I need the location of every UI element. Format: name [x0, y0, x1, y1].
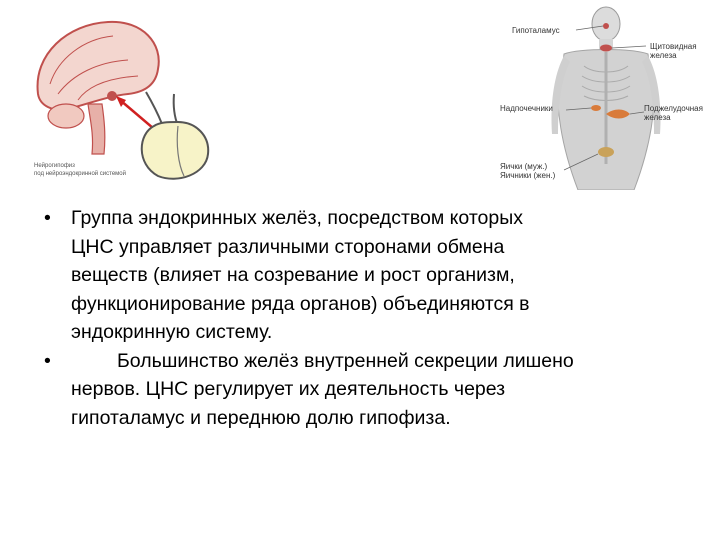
label-pancreas-line2: железа [644, 113, 671, 122]
bullet-list [44, 204, 700, 432]
bullet-2-line-2: нервов. ЦНС регулирует их деятельность через [71, 378, 506, 400]
hypothalamus-gland [603, 23, 609, 29]
label-adrenal: Надпочечники [500, 104, 553, 113]
brain-caption [34, 162, 144, 178]
label-gonads [500, 162, 555, 180]
label-hypothalamus: Гипоталамус [512, 26, 560, 35]
cerebellum [48, 104, 84, 128]
pituitary-stalk [146, 92, 178, 126]
label-ovaries: Яичники (жен.) [500, 171, 556, 180]
bullet-1-line-3: веществ (влияет на созревание и рост организм, [71, 264, 515, 286]
label-thyroid-line2: железа [650, 51, 677, 60]
brain-caption-line1: Нейрогипофиз [34, 163, 75, 169]
bullet-1-line-5: эндокринную систему. [71, 321, 273, 343]
leader-thyroid [612, 46, 646, 48]
bullet-item-2 [44, 347, 700, 433]
brain-pituitary-illustration [28, 14, 228, 186]
label-thyroid [650, 42, 697, 60]
gonad-gland [598, 147, 614, 157]
bullet-2-line-3: гипоталамус и переднюю долю гипофиза. [71, 406, 451, 429]
bullet-1-line-4: функционирование ряда органов) объединяются в [71, 292, 530, 315]
brainstem [88, 104, 105, 154]
adrenal-gland [591, 105, 601, 111]
thyroid-gland [600, 45, 612, 52]
label-testes: Яички (муж.) [500, 162, 548, 171]
bullet-marker: • [44, 349, 51, 372]
pituitary-enlarged [142, 122, 208, 179]
bullet-item-1 [44, 204, 700, 347]
label-thyroid-line1: Щитовидная [650, 42, 697, 51]
bullet-2-line-1-text: Большинство желёз внутренней секреции лишено [117, 349, 574, 372]
bullet-1-line-1: Группа эндокринных желёз, посредством которых [71, 207, 524, 229]
bullet-2-line-1 [71, 347, 700, 376]
bullet-marker: • [44, 207, 51, 229]
brain-caption-line2: под нейроэндокринной системой [34, 171, 126, 177]
bullet-1-line-2: ЦНС управляет различными сторонами обмена [71, 235, 505, 258]
label-pancreas-line1: Поджелудочная [644, 104, 703, 113]
label-pancreas [644, 104, 703, 122]
hypothalamus-spot [107, 91, 117, 101]
